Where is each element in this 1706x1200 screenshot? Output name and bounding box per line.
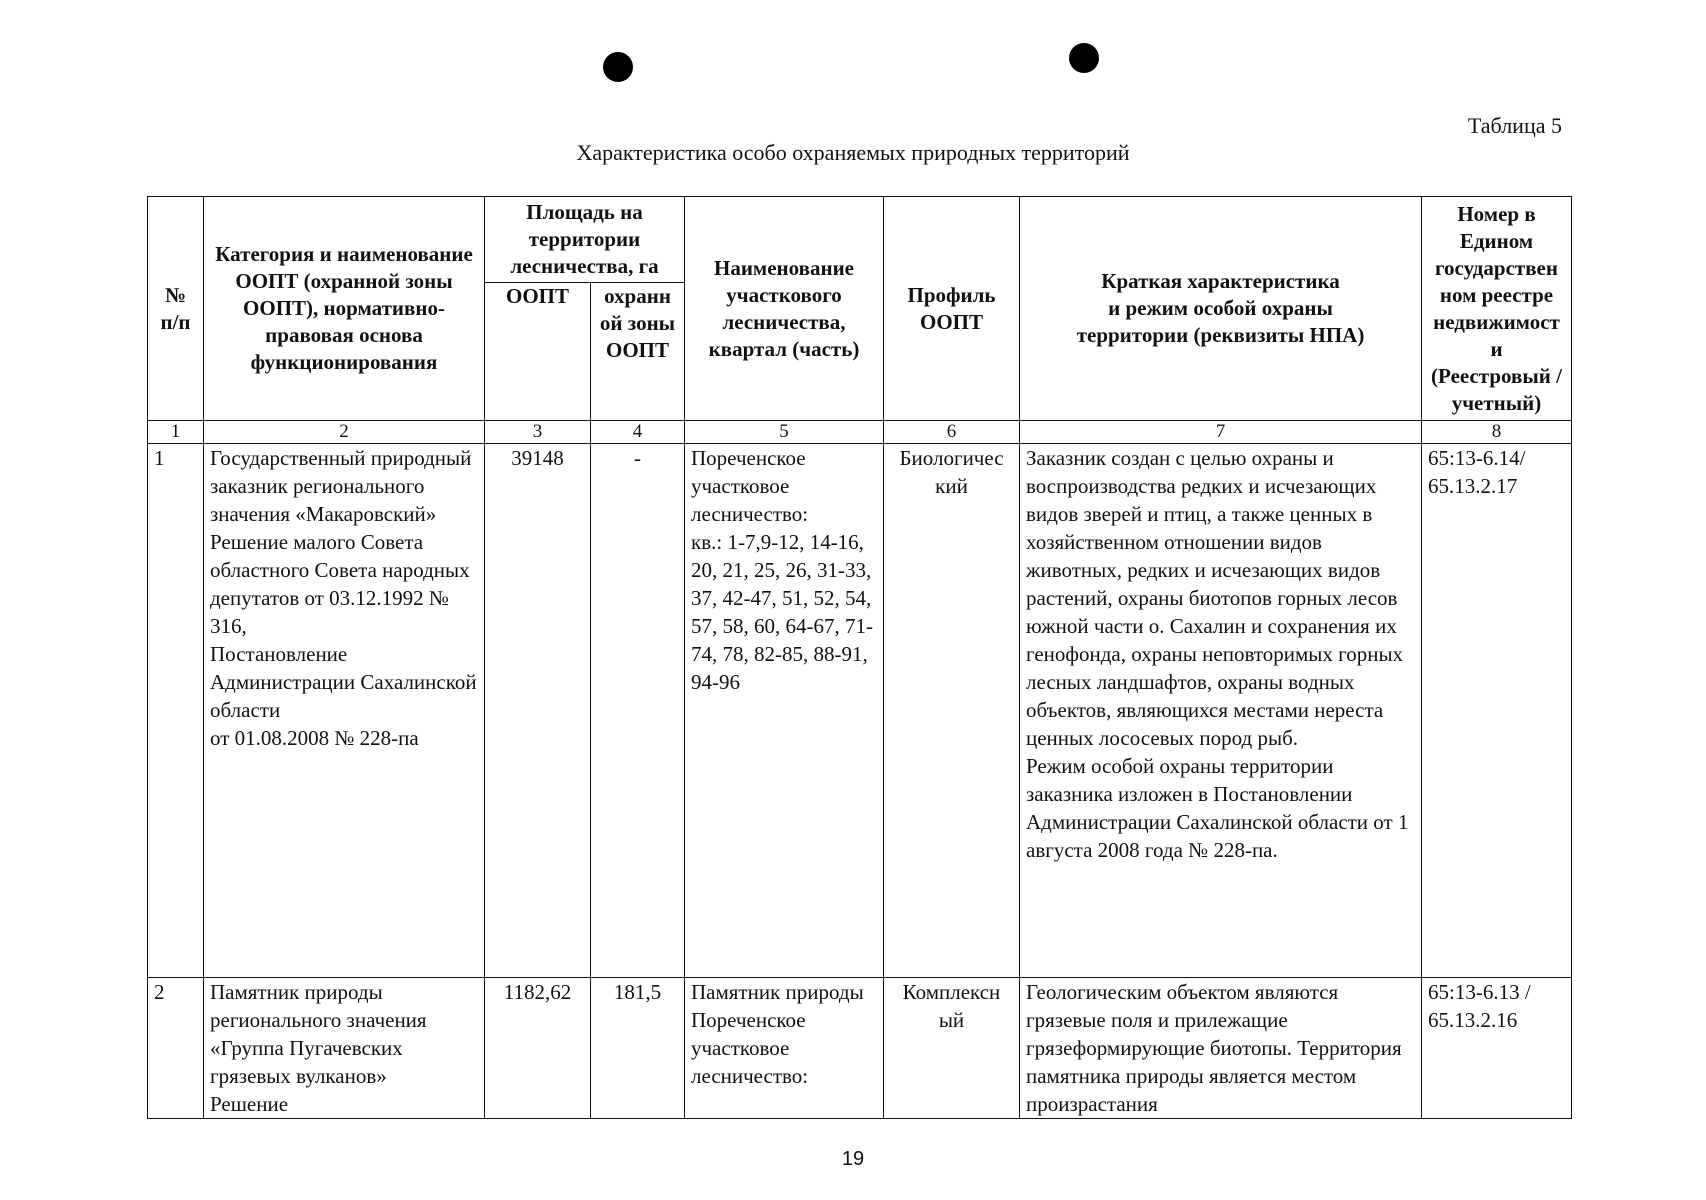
row-area-oopt: 1182,62 xyxy=(485,978,591,1119)
header-profile: Профиль ООПТ xyxy=(884,197,1020,421)
header-num: № п/п xyxy=(148,197,204,421)
punch-hole-right xyxy=(1069,43,1099,73)
column-number: 3 xyxy=(485,421,591,444)
row-forestry: Пореченское участковое лесничество: кв.: 1-7,9-12, 14-16, 20, 21, 25, 26, 31-33, 37, 42-47, 51, 52, 54, 57, 58, 60, 64-67, 71-74, 78, 82-85, 88-91, 94-96 xyxy=(685,444,884,978)
row-category: Памятник природы регионального значения «Группа Пугачевских грязевых вулканов» Решение xyxy=(204,978,485,1119)
column-number: 2 xyxy=(204,421,485,444)
row-area-oopt: 39148 xyxy=(485,444,591,978)
row-category: Государственный природный заказник регионального значения «Макаровский» Решение малого Совета областного Совета народных депутатов от 03.12.1992 № 316, Постановление Администрации Сахалинской области от 01.08.2008 № 228-па xyxy=(204,444,485,978)
row-area-zone: - xyxy=(591,444,685,978)
table-row xyxy=(148,444,1572,978)
header-registry: Номер в Едином государствен ном реестре недвижимост и (Реестровый / учетный) xyxy=(1422,197,1572,421)
column-number: 4 xyxy=(591,421,685,444)
column-number: 1 xyxy=(148,421,204,444)
row-registry: 65:13-6.14/ 65.13.2.17 xyxy=(1422,444,1572,978)
table-label: Таблица 5 xyxy=(1467,113,1562,138)
row-description: Заказник создан с целью охраны и воспроизводства редких и исчезающих видов зверей и птиц, а также ценных в хозяйственном отношении видов животных, редких и исчезающих видов растений, охраны биотопов горных лесов южной части о. Сахалин и сохранения их генофонда, охраны неповторимых горных лесных ландшафтов, охраны водных объектов, являющихся местами нереста ценных лососевых пород рыб. Режим особой охраны территории заказника изложен в Постановлении Администрации Сахалинской области от 1 августа 2008 года № 228-па. xyxy=(1020,444,1422,978)
header-row-1 xyxy=(148,197,1572,283)
header-description: Краткая характеристика и режим особой охраны территории (реквизиты НПА) xyxy=(1020,197,1422,421)
punch-hole-left xyxy=(603,52,633,82)
column-number: 5 xyxy=(685,421,884,444)
row-forestry: Памятник природы Пореченское участковое лесничество: xyxy=(685,978,884,1119)
row-num: 1 xyxy=(148,444,204,978)
column-number: 8 xyxy=(1422,421,1572,444)
table-row xyxy=(148,978,1572,1119)
column-number: 7 xyxy=(1020,421,1422,444)
row-registry: 65:13-6.13 / 65.13.2.16 xyxy=(1422,978,1572,1119)
column-number: 6 xyxy=(884,421,1020,444)
row-area-zone: 181,5 xyxy=(591,978,685,1119)
column-number-row xyxy=(148,421,1572,444)
row-num: 2 xyxy=(148,978,204,1119)
page-number: 19 xyxy=(841,1148,865,1170)
header-area-zone: охранн ой зоны ООПТ xyxy=(591,283,685,421)
row-profile: Биологичес кий xyxy=(884,444,1020,978)
row-profile: Комплексн ый xyxy=(884,978,1020,1119)
header-category: Категория и наименование ООПТ (охранной зоны ООПТ), нормативно-правовая основа функционирования xyxy=(204,197,485,421)
header-area-oopt: ООПТ xyxy=(485,283,591,421)
document-title: Характеристика особо охраняемых природных территорий xyxy=(576,140,1130,165)
oopt-table xyxy=(147,196,1572,1119)
row-description: Геологическим объектом являются грязевые поля и прилежащие грязеформирующие биотопы. Территория памятника природы является местом произрастания xyxy=(1020,978,1422,1119)
header-area-group: Площадь на территории лесничества, га xyxy=(485,197,685,283)
header-forestry: Наименование участкового лесничества, квартал (часть) xyxy=(685,197,884,421)
